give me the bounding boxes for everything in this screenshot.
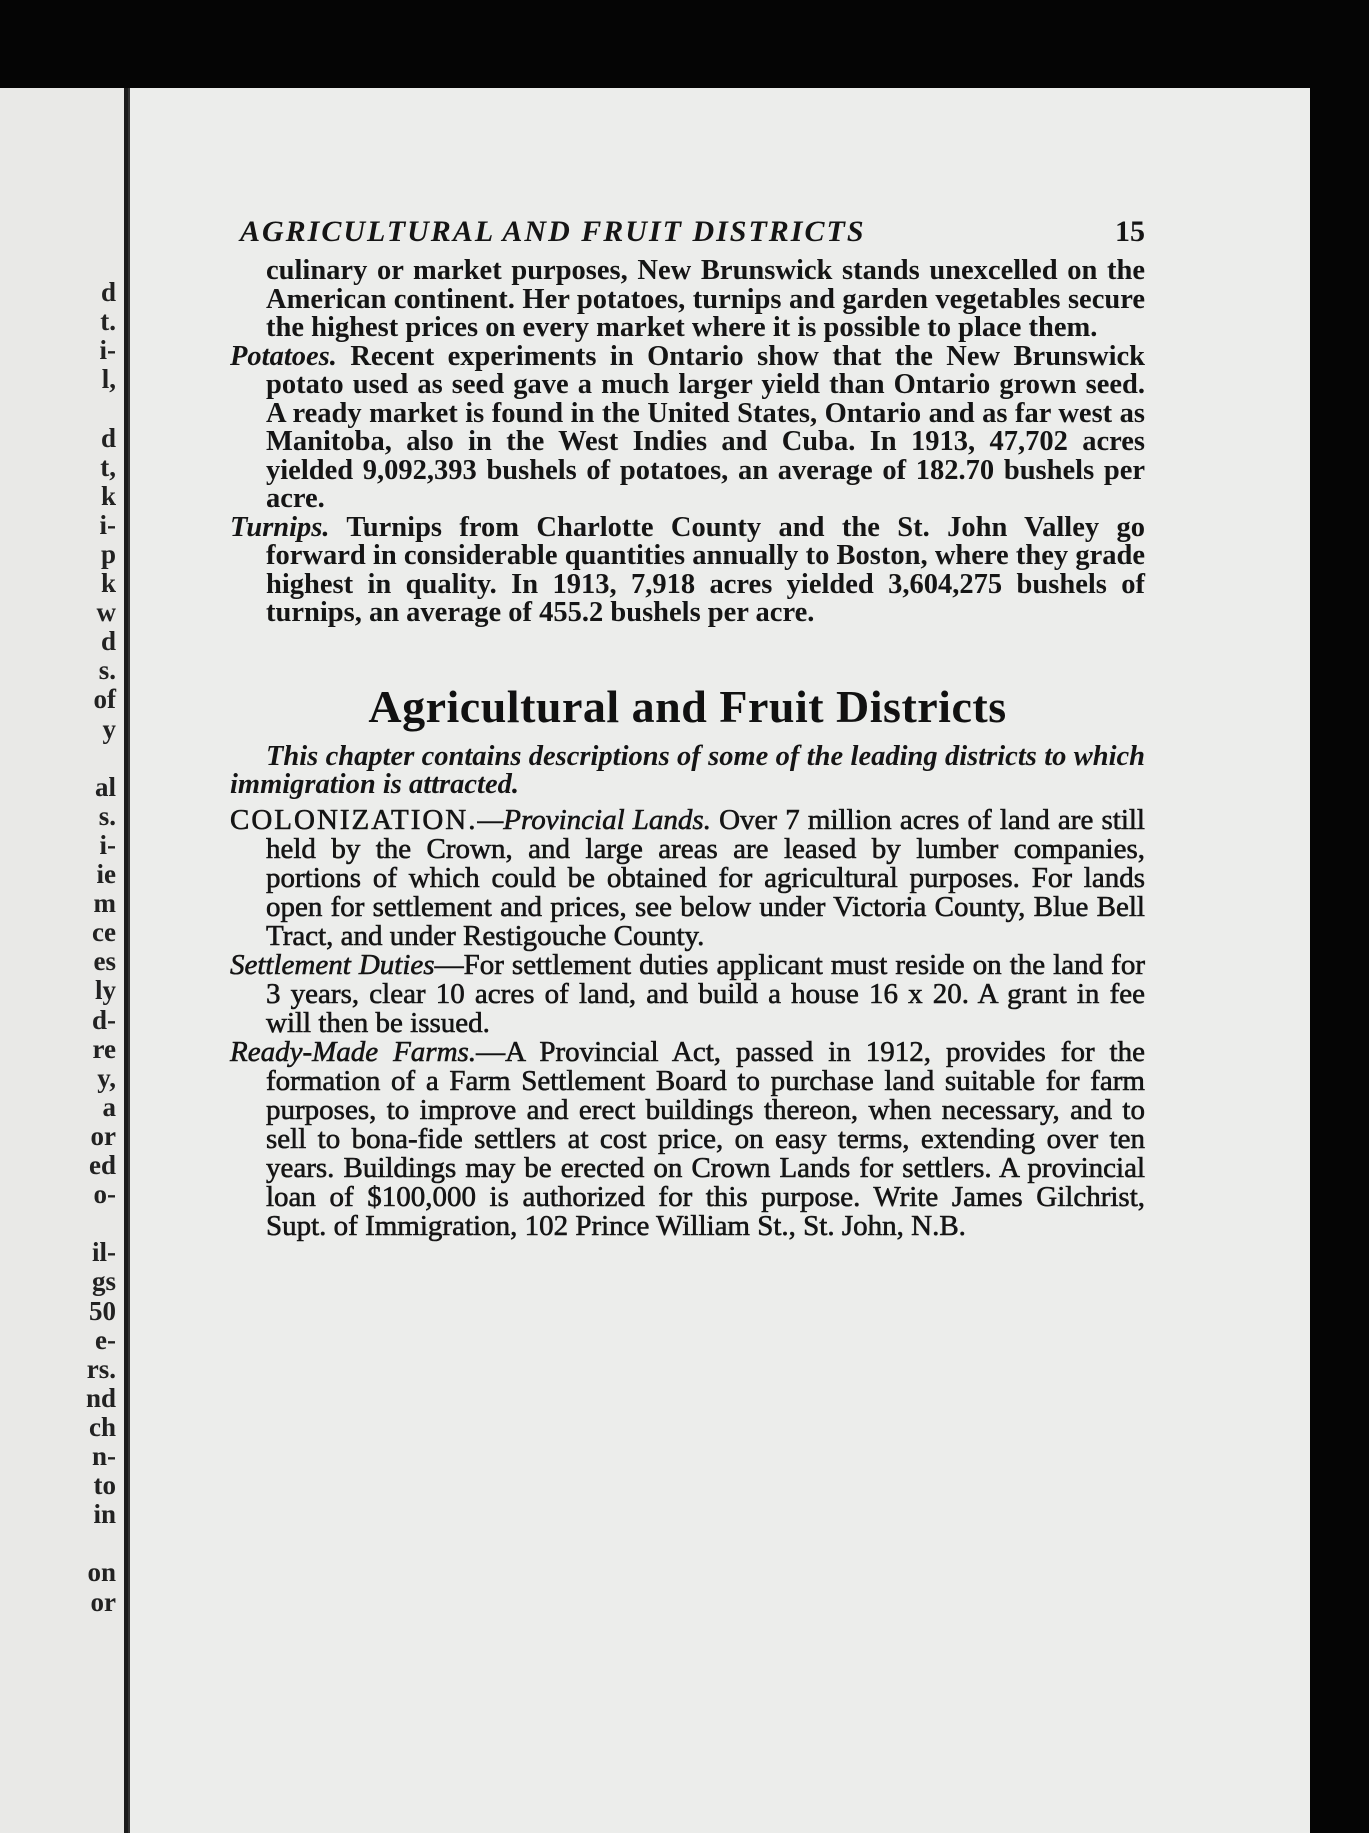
facing-page-fragment-text: in	[93, 1499, 116, 1530]
facing-page-fragment-text: d	[100, 277, 116, 307]
facing-page-fragment-text: p	[100, 538, 116, 569]
facing-page-fragment-text: w	[96, 597, 116, 628]
facing-page-fragment-text: d	[100, 422, 116, 453]
colonization-subhead: —Provincial Lands.	[477, 803, 711, 836]
colonization-text: Over 7 million acres of land are still held by the Crown, and large areas are leased by lumber companies, portions of which could be obtained for agricultural purposes. For lands open for settlement and prices, see below under Victoria County, Blue Bell Tract, and under Restigouche County.	[266, 803, 1145, 952]
facing-page-fragment-text: i-	[99, 829, 116, 860]
facing-page-fragment-text: ed	[89, 1150, 116, 1180]
facing-page-fragment-text: ly	[94, 975, 116, 1006]
running-head	[230, 215, 1145, 249]
turnips-lead: Turnips.	[230, 511, 330, 543]
facing-page-fragment-text: on	[87, 1557, 116, 1588]
facing-page-fragment-text: t,	[100, 451, 116, 482]
facing-page-fragment-text: m	[93, 888, 116, 919]
facing-page-fragment-text: i-	[99, 509, 116, 540]
facing-page-fragment	[0, 88, 124, 1833]
facing-page-fragment-text: n-	[91, 1441, 116, 1471]
facing-page-fragment-text: l,	[101, 364, 116, 395]
chapter-intro: This chapter contains descriptions of some of the leading districts to which immigration is attracted.	[230, 740, 1145, 800]
facing-page-fragment-text: d-	[91, 1004, 116, 1035]
facing-page-fragment-text: e-	[95, 1324, 116, 1355]
running-head-title: AGRICULTURAL AND FRUIT DISTRICTS	[240, 215, 866, 248]
facing-page-fragment-text: d	[100, 626, 116, 657]
facing-page-fragment-text: to	[93, 1470, 116, 1501]
farms-text: —A Provincial Act, passed in 1912, provides for the formation of a Farm Settlement Board to purchase land suitable for farm purposes, to improve and erect buildings thereon, when necessary, and to sell to bona-fide settlers at cost price, on easy terms, extending over ten years. Buildings may be erected on Crown Lands for settlers. A provincial loan of $100,000 is authorized for this purpose. Write James Gilchrist, Supt. of Immigration, 102 Prince William St., St. John, N.B.	[266, 1035, 1145, 1242]
facing-page-fragment-text: y	[102, 713, 116, 744]
turnips-text: Turnips from Charlotte County and the St. John Valley go forward in considerable quantities annually to Boston, where they grade highest in quality. In 1913, 7,918 acres yielded 3,604,275 bushels of turnips, an average of 455.2 bushels per acre.	[266, 511, 1145, 628]
facing-page-fragment-text: k	[100, 568, 116, 598]
continuation-paragraph: culinary or market purposes, New Brunswick stands unexcelled on the American continent. Her potatoes, turnips and garden vegetables secure the highest prices on every market where it is possible to place them.	[266, 255, 1145, 343]
settlement-lead: Settlement Duties	[230, 948, 435, 981]
facing-page-fragment-text: gs	[91, 1266, 116, 1297]
facing-page-fragment-text: y,	[97, 1062, 116, 1093]
facing-page-fragment-text: il-	[92, 1237, 116, 1268]
potatoes-paragraph	[230, 340, 1146, 514]
colonization-paragraph	[230, 803, 1145, 952]
facing-page-fragment-text: of	[93, 684, 116, 715]
facing-page-fragment-text: al	[94, 771, 116, 802]
farms-paragraph	[230, 1035, 1145, 1242]
facing-page-fragment-text: t.	[100, 306, 116, 337]
farms-lead: Ready-Made Farms.	[230, 1035, 477, 1068]
settlement-text: —For settlement duties applicant must reside on the land for 3 years, clear 10 acres of land, and build a house 16 x 20. A grant in fee will then be issued.	[266, 948, 1145, 1039]
facing-page-fragment-text: nd	[85, 1382, 116, 1413]
facing-page-fragment-text: i-	[99, 335, 116, 366]
facing-page-fragment-text: ie	[96, 859, 116, 889]
facing-page-fragment-text: s.	[98, 800, 116, 831]
potatoes-lead: Potatoes.	[230, 340, 337, 372]
facing-page-fragment-text: o-	[93, 1179, 116, 1210]
facing-page-fragment-text: 50	[89, 1295, 116, 1326]
facing-page-fragment-text: ce	[92, 917, 116, 948]
facing-page-fragment-text: or	[90, 1586, 116, 1617]
book-page	[128, 88, 1310, 1833]
potatoes-text: Recent experiments in Ontario show that the New Brunswick potato used as seed gave a much larger yield than Ontario grown seed. A ready market is found in the United States, Ontario and as far west as Manitoba, also in the West Indies and Cuba. In 1913, 47,702 acres yielded 9,092,393 bushels of potatoes, an average of 182.70 bushels per acre.	[266, 340, 1146, 514]
colonization-lead: COLONIZATION.	[230, 803, 478, 836]
facing-page-fragment-text: ch	[89, 1411, 116, 1442]
facing-page-fragment-text: a	[102, 1091, 116, 1122]
facing-page-fragment-text: re	[92, 1033, 116, 1064]
turnips-paragraph	[230, 511, 1145, 628]
page-number: 15	[1115, 215, 1145, 248]
settlement-paragraph	[230, 948, 1145, 1039]
facing-page-fragment-text: or	[90, 1120, 116, 1151]
chapter-heading: Agricultural and Fruit Districts	[368, 680, 1007, 732]
facing-page-fragment-text: rs.	[86, 1353, 116, 1384]
facing-page-fragment-text: k	[100, 480, 116, 511]
facing-page-fragment-text: es	[93, 946, 116, 977]
page-text	[230, 215, 1145, 1241]
facing-page-fragment-text: s.	[98, 655, 116, 686]
